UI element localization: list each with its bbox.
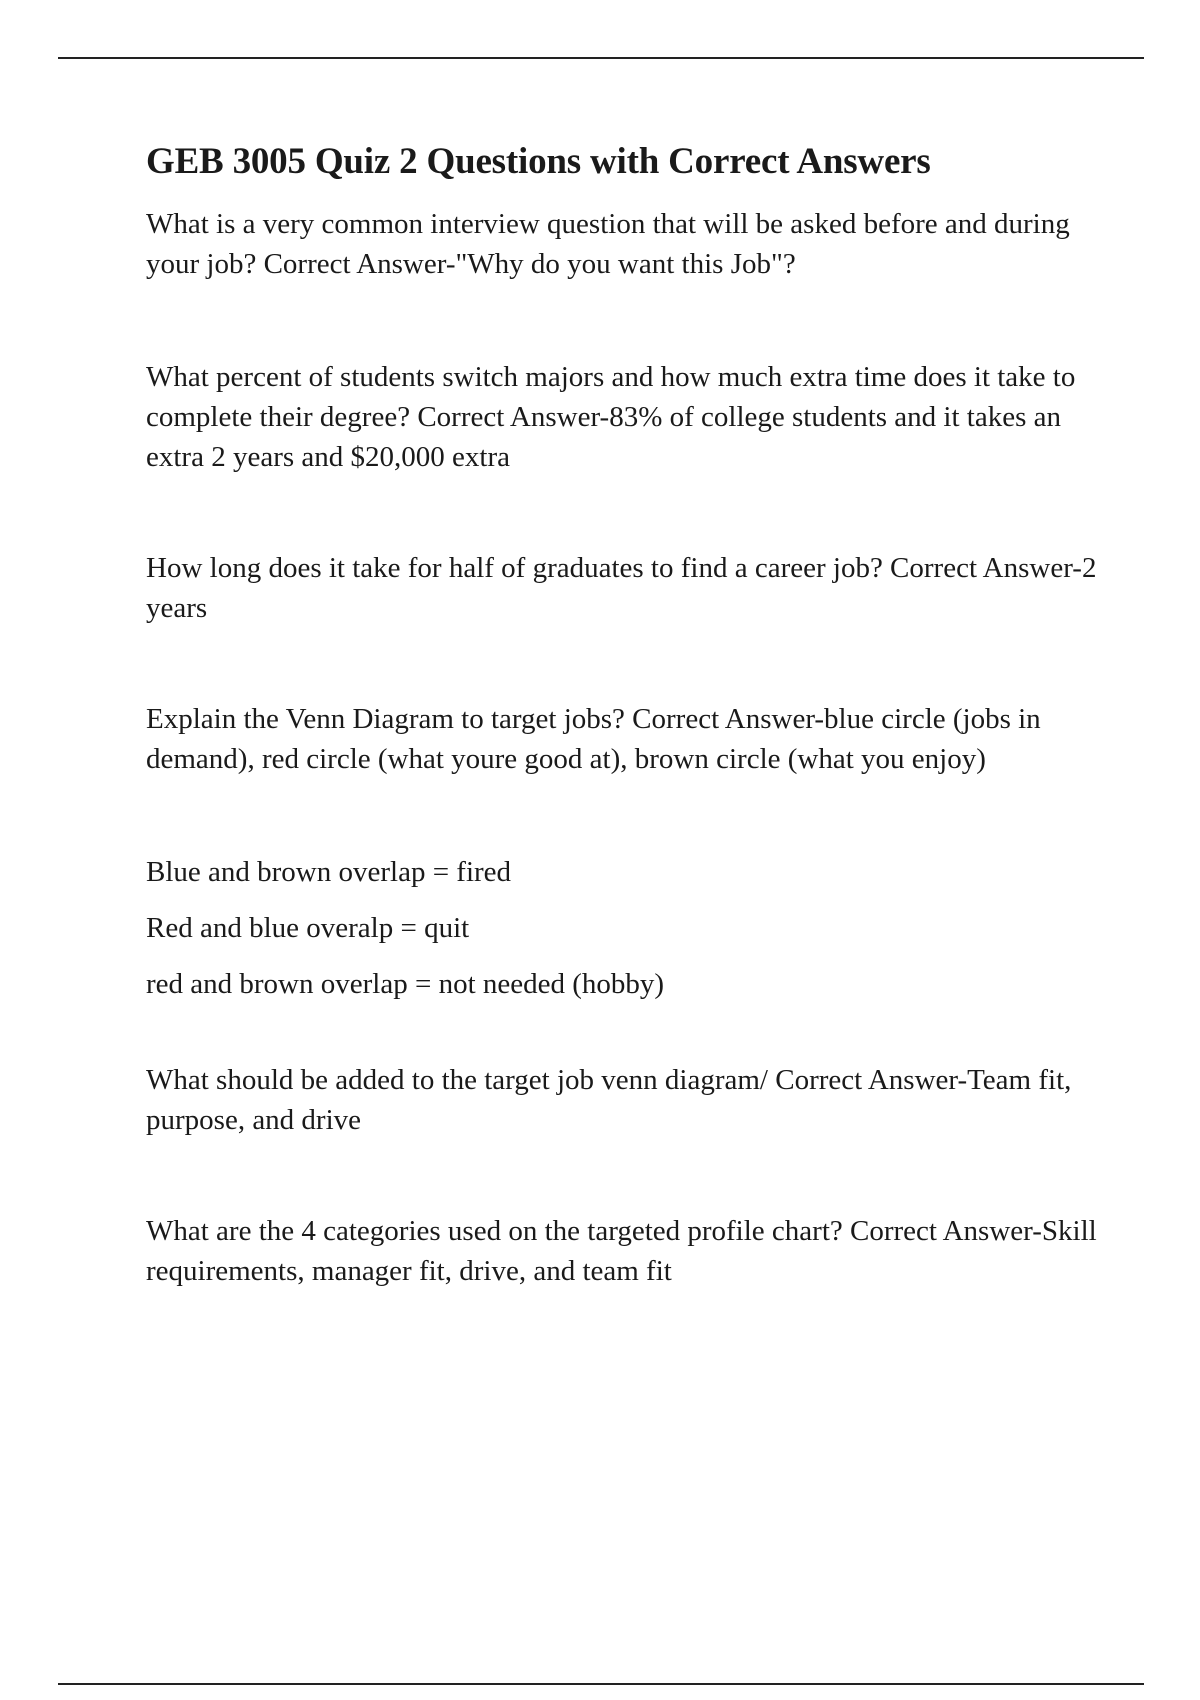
document-title: GEB 3005 Quiz 2 Questions with Correct Answers [146,141,931,182]
qa-paragraph-career-job: How long does it take for half of graduates to find a career job? Correct Answer-2 years [146,552,1097,625]
qa-paragraph-switch-majors: What percent of students switch majors and how much extra time does it take to complete their degree? Correct Answer-83% of college students and it takes an extra 2 years and $20,000 extra [146,361,1076,474]
qa-paragraph-venn-additions: What should be added to the target job venn diagram/ Correct Answer-Team fit, purpose, and drive [146,1064,1072,1137]
qa-paragraph-interview-question: What is a very common interview question that will be asked before and during your job? Correct Answer-"Why do you want this Job"? [146,208,1070,281]
overlap-line-red-blue: Red and blue overalp = quit [146,912,470,945]
bottom-divider [58,1683,1144,1685]
top-divider [58,57,1144,59]
qa-paragraph-venn-diagram: Explain the Venn Diagram to target jobs? Correct Answer-blue circle (jobs in demand), red circle (what youre good at), brown circle (what you enjoy) [146,703,1041,776]
document-body [146,140,1106,1291]
qa-paragraph-profile-chart: What are the 4 categories used on the targeted profile chart? Correct Answer-Skill requirements, manager fit, drive, and team fit [146,1215,1097,1288]
overlap-line-blue-brown: Blue and brown overlap = fired [146,856,512,889]
overlap-line-red-brown: red and brown overlap = not needed (hobby) [146,968,665,1001]
